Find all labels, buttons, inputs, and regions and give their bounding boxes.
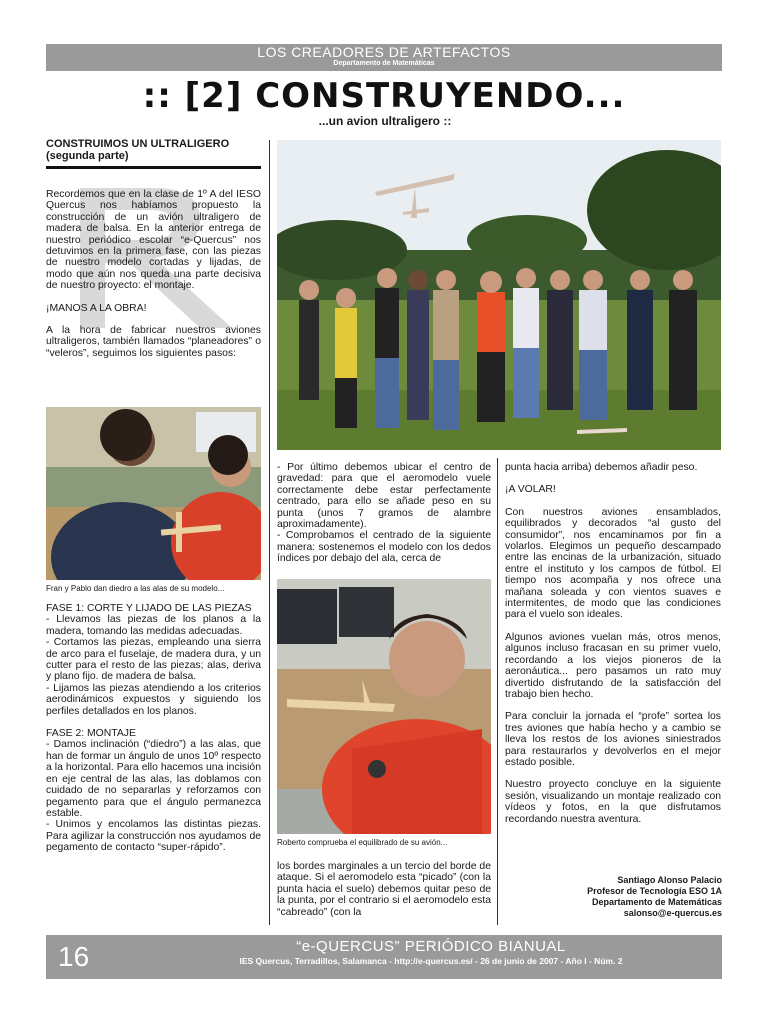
footer-banner [46,935,722,979]
fase2-step-2: - Unimos y encolamos las distintas piezas. Para agilizar la construcción nos ayudamos de pegamento de contacto “super-rápido”. [46,819,261,854]
fase1-step-1: - Llevamos las piezas de los planos a la madera, tomando las medidas adecuadas. [46,614,261,637]
fase1-step-3: - Lijamos las piezas atendiendo a los criterios aerodinámicos expuestos y siguiendo los perfiles detallados en los planos. [46,682,261,717]
col2-paragraph-1: - Por último debemos ubicar el centro de gravedad: para que el aeromodelo vuele correctamente debe estar perfectamente centrado, para ello se añade peso en su punta (unos 7 gramos de alambre aproximadamente). [277,462,491,531]
footer-title: “e-QUERCUS” PERIÓDICO BIANUAL [296,938,566,955]
manos-heading: ¡MANOS A LA OBRA! [46,302,147,314]
column-separator [269,140,270,925]
volar-heading: ¡A VOLAR! [505,484,556,496]
column-1 [46,138,261,370]
page-number: 16 [58,941,90,972]
column-3 [505,462,721,836]
page-subtitle: ...un avion ultraligero :: [318,114,452,128]
col3-paragraph-3: Para concluir la jornada el “profe” sortea los tres aviones que había hecho y a cambio se lleva los restos de los aviones siniestrados para restaurarlos y devolverlos en el mejor estado posible. [505,711,721,768]
roberto-photo [277,579,491,834]
classroom-photo [46,407,261,580]
author-name: Santiago Alonso Palacio [617,875,722,885]
footer-info: IES Quercus, Terradillos, Salamanca - http://e-quercus.es/ - 26 de junio de 2007 - Año I - Núm. 2 [239,956,623,966]
classroom-photo-caption: Fran y Pablo dan diedro a las alas de su modelo... [46,584,225,593]
article-heading: CONSTRUIMOS UN ULTRALIGERO (segunda parte) [46,138,230,162]
fase2-title: FASE 2: MONTAJE [46,728,136,740]
fase1-title: FASE 1: CORTE Y LIJADO DE LAS PIEZAS [46,603,252,614]
fabricar-paragraph: A la hora de fabricar nuestros aviones ultraligeros, también llamados “planeadores” o “veleros”, seguimos los siguientes pasos: [46,325,261,359]
author-email[interactable]: salonso@e-quercus.es [623,908,722,918]
heading-rule [46,166,261,169]
author-role: Profesor de Tecnología ESO 1A [587,886,722,896]
roberto-photo-caption: Roberto comprueba el equilibrado de su avión... [277,838,448,847]
author-department: Departamento de Matemáticas [591,897,722,907]
column-separator [497,458,498,925]
column-1-phases [46,603,261,865]
col2-paragraph-2: - Comprobamos el centrado de la siguiente manera: sostenemos el modelo con los dedos índices por debajo del ala, cerca de [277,530,491,565]
col2-paragraph-3: los bordes marginales a un tercio del borde de ataque. Si el aeromodelo esta “picado” (con la punta hacia el suelo) debemos quitar peso de la punta, por el contrario si el aeromodelo esta “cabreado” (con la [277,861,491,918]
page-title: :: [2] CONSTRUYENDO... [142,76,626,116]
column-2 [277,462,491,576]
col3-paragraph-1: Con nuestros aviones ensamblados, equilibrados y decorados “al gusto del consumidor”, nos encaminamos por fin a volarlos. Elegimos un pequeño descampado entre las encinas de la urbanización, situado entre el instituto y los campos de fútbol. El tiempo nos acompaña y nos ofrece una mañana soleada y con vientos suaves e intermitentes, de modo que las condiciones para el vuelo son ideales. [505,506,721,621]
fase2-step-1: - Damos inclinación (“diedro”) a las alas, que han de formar un ángulo de unos 10º respecto a la horizontal. Para ello hacemos una incisión en eje central de las alas, las doblamos con cuidado de no separarlas y reforzamos con pegamento para que el ángulo permanezca estable. [46,739,261,819]
col3-paragraph-4: Nuestro proyecto concluye en la siguiente sesión, visualizando un montaje realizado con vídeos y fotos, en la que disfrutamos recordando nuestra aventura. [505,779,721,825]
section-title: LOS CREADORES DE ARTEFACTOS [257,44,511,60]
department-label: Departamento de Matemáticas [333,60,435,67]
fase1-step-2: - Cortamos las piezas, empleando una sierra de arco para el fuselaje, de madera dura, y un cutter para el resto de las piezas; alas, deriva y plano fijo. de madera de balsa. [46,637,261,683]
col3-paragraph-2: Algunos aviones vuelan más, otros menos, algunos incluso fracasan en su primer vuelo, recordando a los viejos pioneros de la aeronáutica... pero pasamos un rato muy divertido disfrutando de la satisfacción del trabajo bien hecho. [505,631,721,700]
author-signature [540,875,722,919]
col3-paragraph-0: punta hacia arriba) debemos añadir peso. [505,462,698,473]
section-banner [46,44,722,71]
group-photo [277,140,721,450]
column-2-bottom [277,861,491,929]
intro-paragraph: Recordemos que en la clase de 1º A del IESO Quercus nos habíamos propuesto la construcción de un avión ultraligero de madera de balsa. En la anterior entrega de nuestro periódico escolar “e-Quercus” nos detuvimos en la primera fase, con las piezas de nuestro modelo cortadas y lijadas, de modo que aún nos queda una parte decisiva de nuestro proyecto: el montaje. [46,189,261,292]
